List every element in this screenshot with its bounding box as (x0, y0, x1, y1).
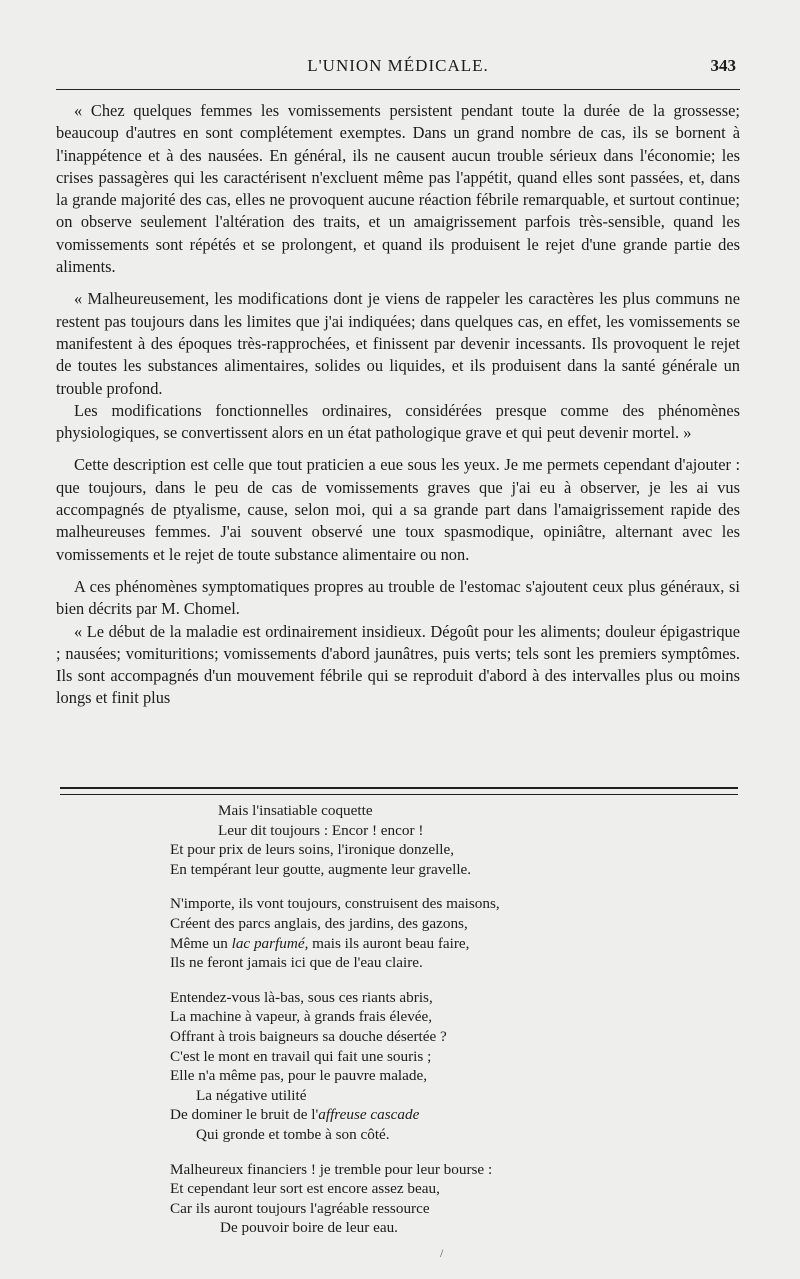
poem-verse: Malheureux financiers ! je tremble pour leur bourse : (170, 1160, 493, 1178)
header-rule (56, 89, 740, 90)
paragraph: « Malheureusement, les modifications dont je viens de rappeler les caractères les plus communs ne restent pas toujours dans les limites que j'ai indiquées; dans quelques cas, en effet, les vomissements se manifestent à des époques très-rapprochées, et finissent par devenir incessants. Ils provoquent le rejet de toutes les substances alimentaires, solides ou liquides, et ils produisent dans la santé générale un trouble profond. (56, 289, 740, 398)
poem-stanza (170, 988, 730, 1145)
verse-text: De dominer le bruit de l' (170, 1106, 319, 1124)
poem-verse: Créent des parcs anglais, des jardins, des gazons, (170, 914, 468, 932)
poem-stanza (170, 894, 730, 972)
poem-verse: En tempérant leur goutte, augmente leur gravelle. (170, 860, 472, 878)
verse-emphasis: lac parfumé, (231, 934, 309, 952)
poem-verse: Elle n'a même pas, pour le pauvre malade, (170, 1067, 428, 1085)
paragraph: « Le début de la maladie est ordinairement insidieux. Dégoût pour les aliments; douleur épigastrique ; nausées; vomituritions; vomissements d'abord jaunâtres, puis verts; tels sont les premiers symptômes. Ils sont accompagnés d'un mouvement fébrile qui se reproduit d'abord à des intervalles plus ou moins longs et finit plus (56, 621, 740, 708)
poem-verse: Et pour prix de leurs soins, l'ironique donzelle, (170, 841, 455, 859)
page-number: 343 (710, 56, 736, 75)
poem-verse (170, 1105, 730, 1125)
poem-verse: Qui gronde et tombe à son côté. (196, 1125, 390, 1143)
body-text (56, 100, 740, 720)
stray-mark: / (440, 1246, 444, 1260)
poem-verse: Et cependant leur sort est encore assez beau, (170, 1180, 440, 1198)
poem-verse: Leur dit toujours : Encor ! encor ! (218, 821, 424, 839)
verse-text: mais ils auront beau faire, (308, 934, 470, 952)
poem (170, 801, 730, 1253)
page-header (56, 56, 740, 82)
poem-verse: Offrant à trois baigneurs sa douche désertée ? (170, 1027, 447, 1045)
poem-stanza (170, 801, 730, 879)
poem-verse: Car ils auront toujours l'agréable ressource (170, 1199, 430, 1217)
poem-verse: Entendez-vous là-bas, sous ces riants abris, (170, 988, 433, 1006)
poem-verse: C'est le mont en travail qui fait une souris ; (170, 1047, 432, 1065)
paragraph: « Chez quelques femmes les vomissements persistent pendant toute la durée de la grossesse; beaucoup d'autres en sont complétement exemptes. Dans un grand nombre de cas, ils se bornent à l'inappétence et à des nausées. En général, ils ne causent aucun trouble sérieux dans l'économie; les crises passagères qui les caractérisent n'excluent même pas l'appétit, quand elles sont passées, et, dans la grande majorité des cas, elles ne provoquent aucune réaction fébrile remarquable, et surtout continue; on observe seulement l'altération des traits, et un amaigrissement parfois très-sensible, quand les vomissements sont répétés et se prolongent, et quand ils produisent le rejet d'une grande partie des aliments. (56, 101, 740, 277)
poem-verse (170, 934, 730, 954)
footnote-separator (60, 787, 738, 795)
paragraph: A ces phénomènes symptomatiques propres au trouble de l'estomac s'ajoutent ceux plus généraux, si bien décrits par M. Chomel. (56, 576, 740, 619)
paragraph: Les modifications fonctionnelles ordinaires, considérées presque comme des phénomènes physiologiques, se convertissent alors en un état pathologique grave et qui peut devenir mortel. » (56, 400, 740, 443)
verse-emphasis: affreuse cascade (318, 1106, 420, 1124)
running-head: L'UNION MÉDICALE. (307, 56, 489, 75)
verse-text: Même un (170, 934, 232, 952)
paragraph: Cette description est celle que tout praticien a eue sous les yeux. Je me permets cependant d'ajouter : que toujours, dans le peu de cas de vomissements graves que j'ai eu à observer, je les ai vus accompagnés de ptyalisme, cause, selon moi, qui a sa grande part dans l'amaigrissement rapide des malheureuses femmes. J'ai souvent observé une toux spasmodique, opiniâtre, alternant avec les vomissements et le rejet de toute substance alimentaire ou non. (56, 455, 740, 564)
poem-verse: De pouvoir boire de leur eau. (220, 1219, 398, 1237)
poem-verse: La machine à vapeur, à grands frais élevée, (170, 1008, 433, 1026)
poem-verse: La négative utilité (196, 1086, 307, 1104)
poem-stanza (170, 1160, 730, 1238)
poem-verse: Ils ne feront jamais ici que de l'eau claire. (170, 954, 423, 972)
poem-verse: Mais l'insatiable coquette (218, 802, 373, 819)
poem-verse: N'importe, ils vont toujours, construisent des maisons, (170, 895, 500, 913)
